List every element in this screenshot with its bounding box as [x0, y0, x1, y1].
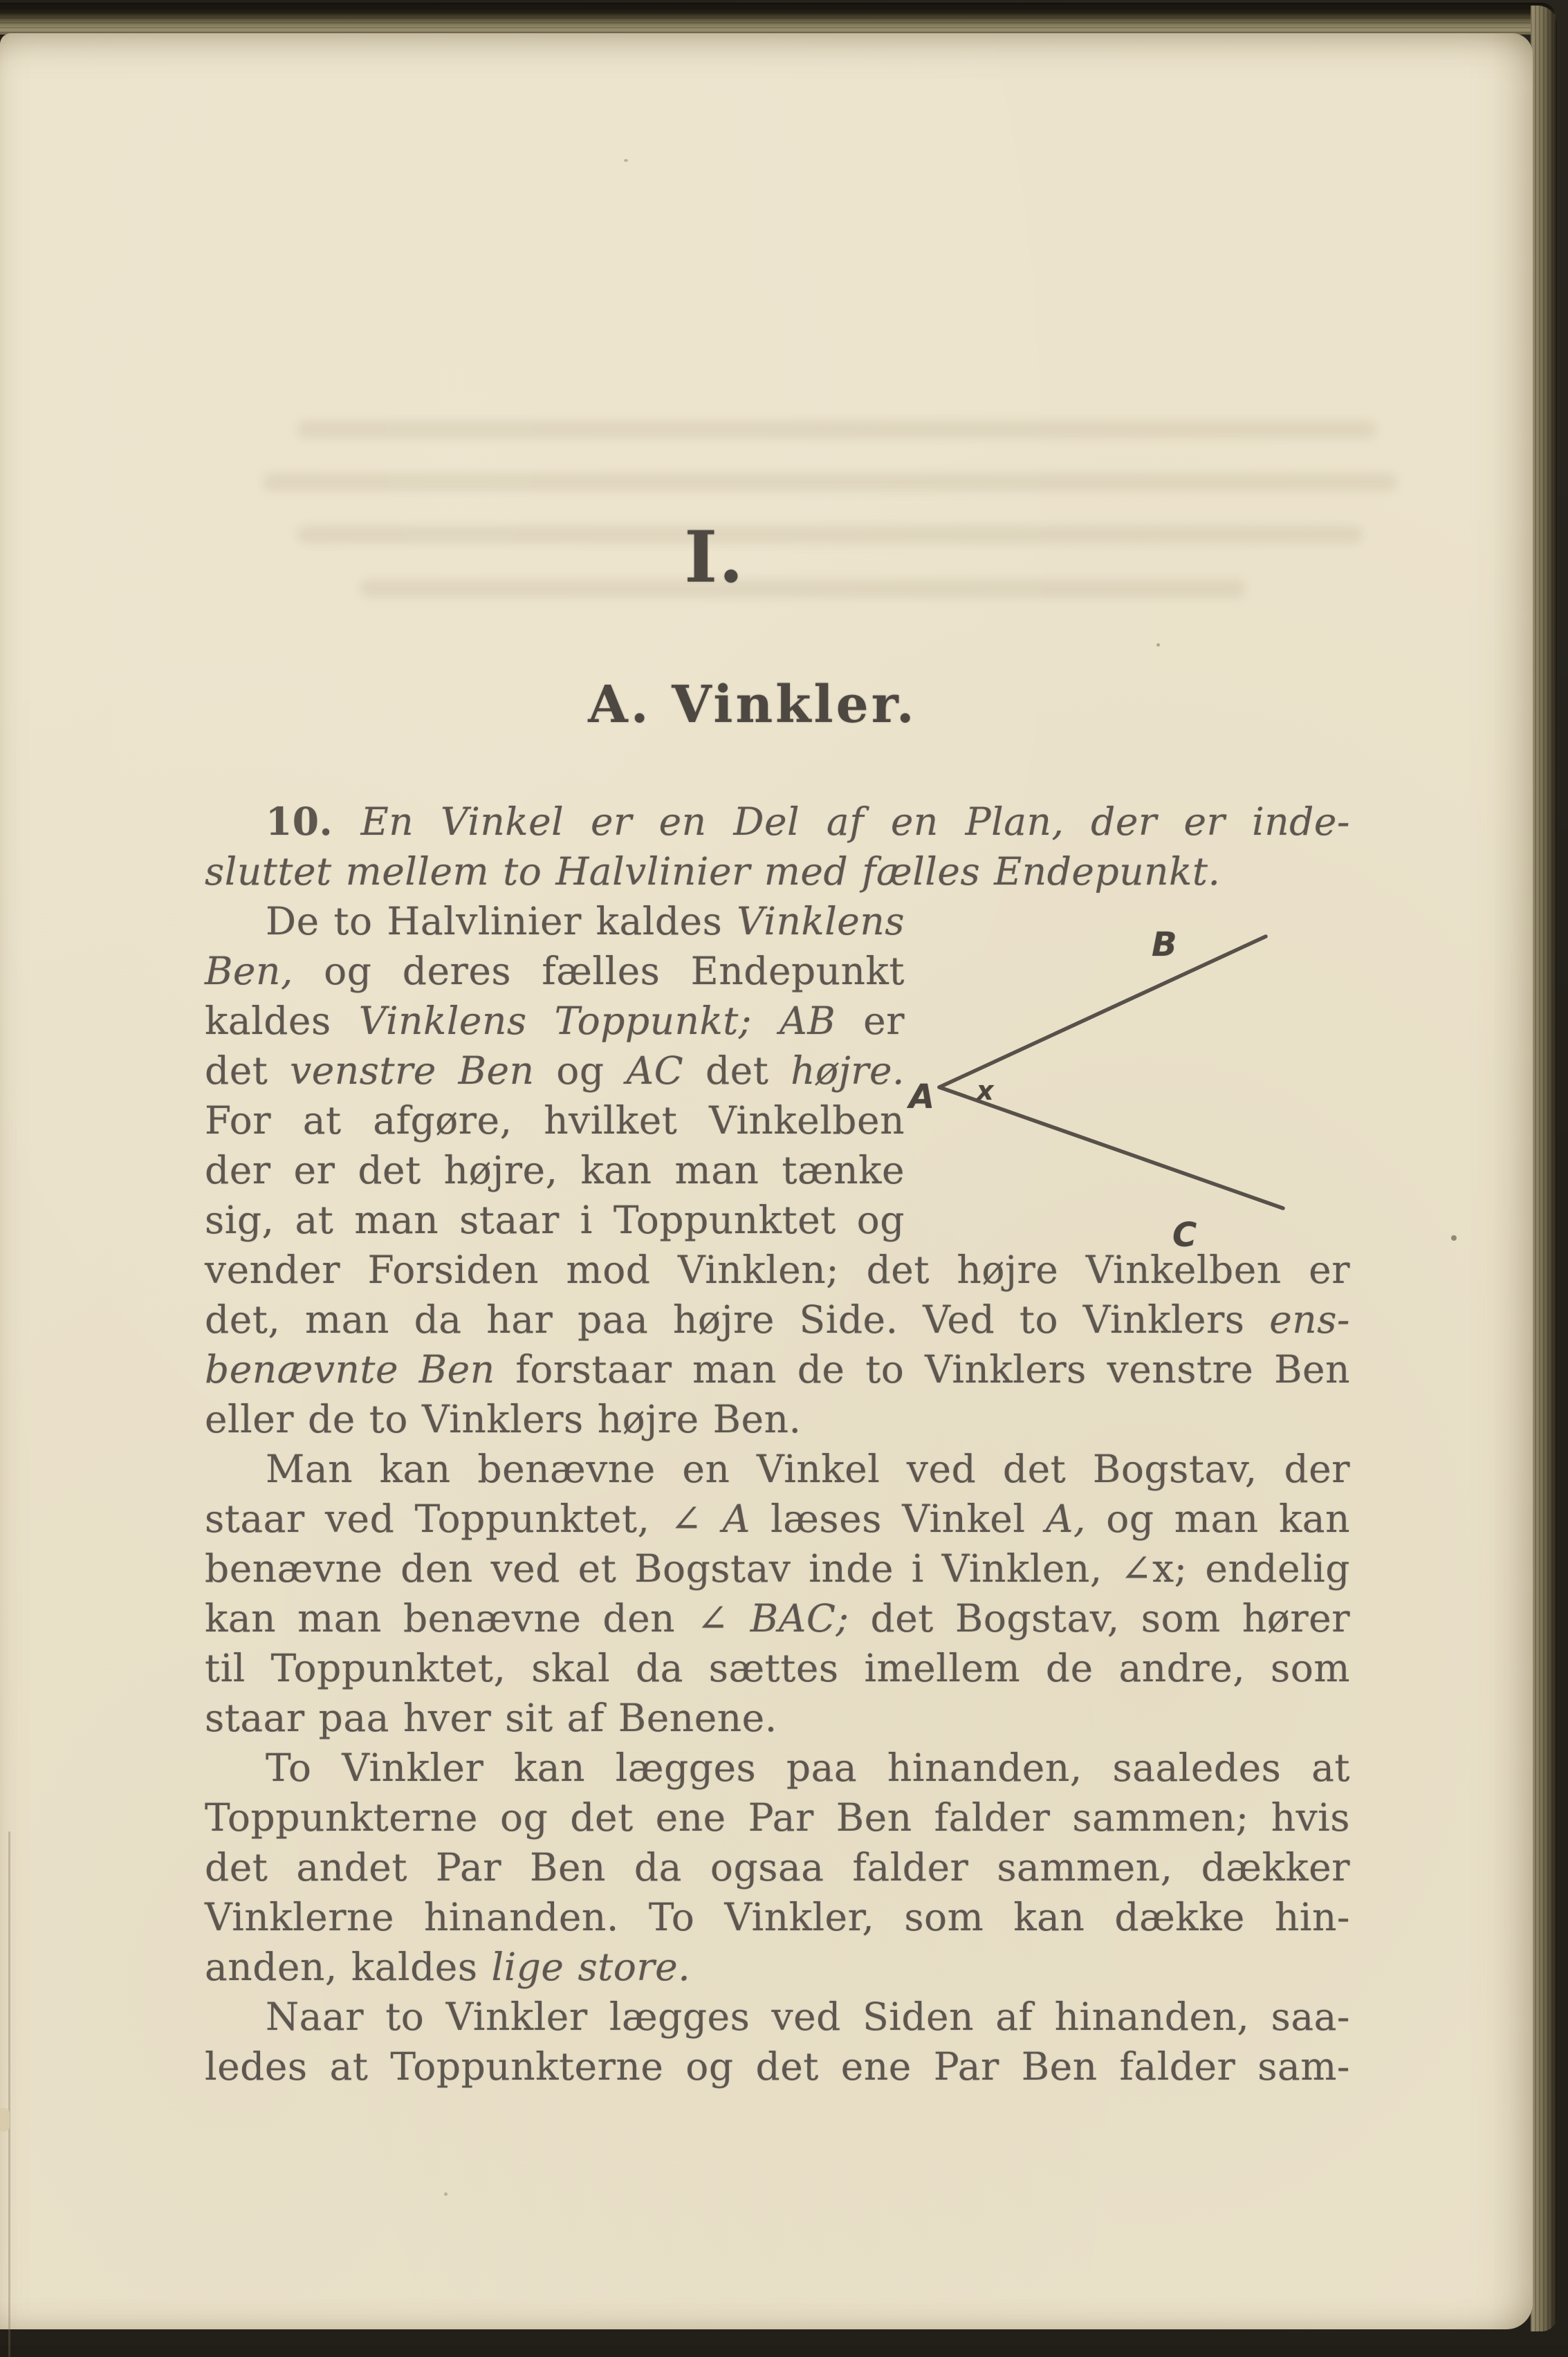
- text-segment: staar ved Toppunktet, ∠: [205, 1497, 723, 1541]
- text-line: [205, 1344, 1350, 1394]
- text-line: [205, 1693, 1350, 1743]
- text-segment: Vinklens Toppunkt;: [358, 999, 752, 1043]
- text-line: [205, 797, 1350, 847]
- book-page-stack-top-edge: [0, 3, 1556, 35]
- page-left-edge-notch: [0, 2108, 10, 2132]
- text-segment: ens-: [1269, 1297, 1350, 1342]
- text-segment: staar paa hver sit af Benene.: [205, 1696, 777, 1740]
- text-line: [205, 1992, 1350, 2042]
- text-segment: der er det højre, kan man tænke: [205, 1148, 905, 1192]
- text-segment: A,: [1045, 1497, 1086, 1541]
- text-segment: BAC;: [750, 1596, 849, 1640]
- text-line: [205, 1593, 1350, 1643]
- text-segment: kan man benævne den ∠: [205, 1596, 750, 1640]
- text-segment: er: [836, 999, 905, 1043]
- text-line: [205, 847, 1350, 896]
- dust-speck: [624, 159, 628, 162]
- text-line: [205, 1444, 1350, 1494]
- text-segment: det: [205, 1048, 290, 1093]
- text-segment: For at afgøre, hvilket Vinkelben: [205, 1098, 905, 1143]
- text-segment: højre.: [791, 1048, 905, 1093]
- text-line: [205, 1892, 1350, 1942]
- page-title: A. Vinkler.: [588, 675, 917, 734]
- text-segment: 10.: [266, 799, 361, 844]
- text-segment: En Vinkel er en Del af en Plan, der er inde-: [360, 799, 1350, 844]
- text-line: [205, 1793, 1350, 1842]
- text-line: [205, 1743, 1350, 1793]
- text-segment: til Toppunktet, skal da sættes imellem de andre, som: [205, 1646, 1350, 1690]
- text-segment: vender Forsiden mod Vinklen; det højre Vinkelben er: [205, 1248, 1350, 1292]
- figure-label-x: x: [977, 1075, 995, 1106]
- text-line: [205, 1544, 1350, 1593]
- text-segment: benævne den ved et Bogstav inde i Vinklen, ∠x; endelig: [205, 1546, 1350, 1591]
- text-line: [205, 996, 905, 1046]
- dust-speck: [1156, 643, 1160, 647]
- text-line: [205, 1096, 905, 1145]
- bleed-through-text: [263, 473, 1397, 491]
- text-segment: De to Halvlinier kaldes: [266, 899, 737, 943]
- text-segment: sig, at man staar i Toppunktet og: [205, 1198, 905, 1242]
- angle-top-ray: [939, 936, 1266, 1087]
- text-line: [205, 1295, 1350, 1344]
- text-line: [205, 946, 905, 996]
- book-page-stack-right-edge: [1531, 6, 1557, 2331]
- text-segment: det Bogstav, som hører: [849, 1596, 1350, 1640]
- text-segment: To Vinkler kan lægges paa hinanden, saaledes at: [266, 1746, 1350, 1790]
- figure-label-b: B: [1152, 925, 1178, 964]
- text-line: [205, 1643, 1350, 1693]
- text-segment: [752, 999, 780, 1043]
- text-segment: og: [534, 1048, 627, 1093]
- text-segment: kaldes: [205, 999, 359, 1043]
- text-segment: det: [683, 1048, 791, 1093]
- text-line: [205, 1145, 905, 1195]
- text-segment: og deres fælles Endepunkt: [293, 949, 905, 993]
- text-segment: Vinklens: [737, 899, 905, 943]
- dust-speck: [1451, 1235, 1457, 1241]
- text-segment: benævnte Ben: [205, 1347, 495, 1392]
- text-line: [205, 1842, 1350, 1892]
- text-segment: læses Vinkel: [750, 1497, 1046, 1541]
- text-segment: A: [722, 1497, 750, 1541]
- text-line: [205, 896, 905, 946]
- text-line: [205, 1394, 1350, 1444]
- text-segment: eller de to Vinklers højre Ben.: [205, 1397, 802, 1441]
- text-line: [205, 2042, 1350, 2091]
- text-segment: anden, kaldes: [205, 1945, 492, 1989]
- text-segment: Ben,: [205, 949, 293, 993]
- text-segment: Man kan benævne en Vinkel ved det Bogstav, der: [266, 1447, 1350, 1491]
- text-segment: Toppunkterne og det ene Par Ben falder sammen; hvis: [205, 1795, 1350, 1840]
- text-segment: ledes at Toppunkterne og det ene Par Ben falder sam-: [205, 2044, 1350, 2089]
- text-line: [205, 1494, 1350, 1544]
- body-text: [205, 797, 1350, 2091]
- figure-label-c: C: [1172, 1216, 1197, 1253]
- text-line: [205, 1195, 905, 1245]
- text-segment: og man kan: [1085, 1497, 1350, 1541]
- page-left-seam: [8, 1831, 10, 2357]
- text-segment: det andet Par Ben da ogsaa falder sammen, dækker: [205, 1845, 1350, 1889]
- text-segment: Naar to Vinkler lægges ved Siden af hinanden, saa-: [266, 1995, 1350, 2039]
- text-segment: det, man da har paa højre Side. Ved to Vinklers: [205, 1297, 1270, 1342]
- text-segment: AB: [779, 999, 836, 1043]
- figure-label-a: A: [909, 1078, 935, 1116]
- dust-speck: [444, 2192, 448, 2196]
- bleed-through-text: [297, 420, 1376, 438]
- book-page: [0, 33, 1533, 2329]
- text-segment: forstaar man de to Vinklers venstre Ben: [495, 1347, 1350, 1392]
- text-segment: AC: [626, 1048, 684, 1093]
- section-numeral: I.: [684, 516, 745, 599]
- text-segment: lige store.: [491, 1945, 691, 1989]
- text-segment: venstre Ben: [290, 1048, 535, 1093]
- text-line: [205, 1942, 1350, 1992]
- text-segment: Vinklerne hinanden. To Vinkler, som kan dække hin-: [205, 1895, 1350, 1939]
- angle-figure: [906, 900, 1349, 1253]
- text-segment: sluttet mellem to Halvlinier med fælles Endepunkt.: [205, 849, 1221, 894]
- text-line: [205, 1046, 905, 1096]
